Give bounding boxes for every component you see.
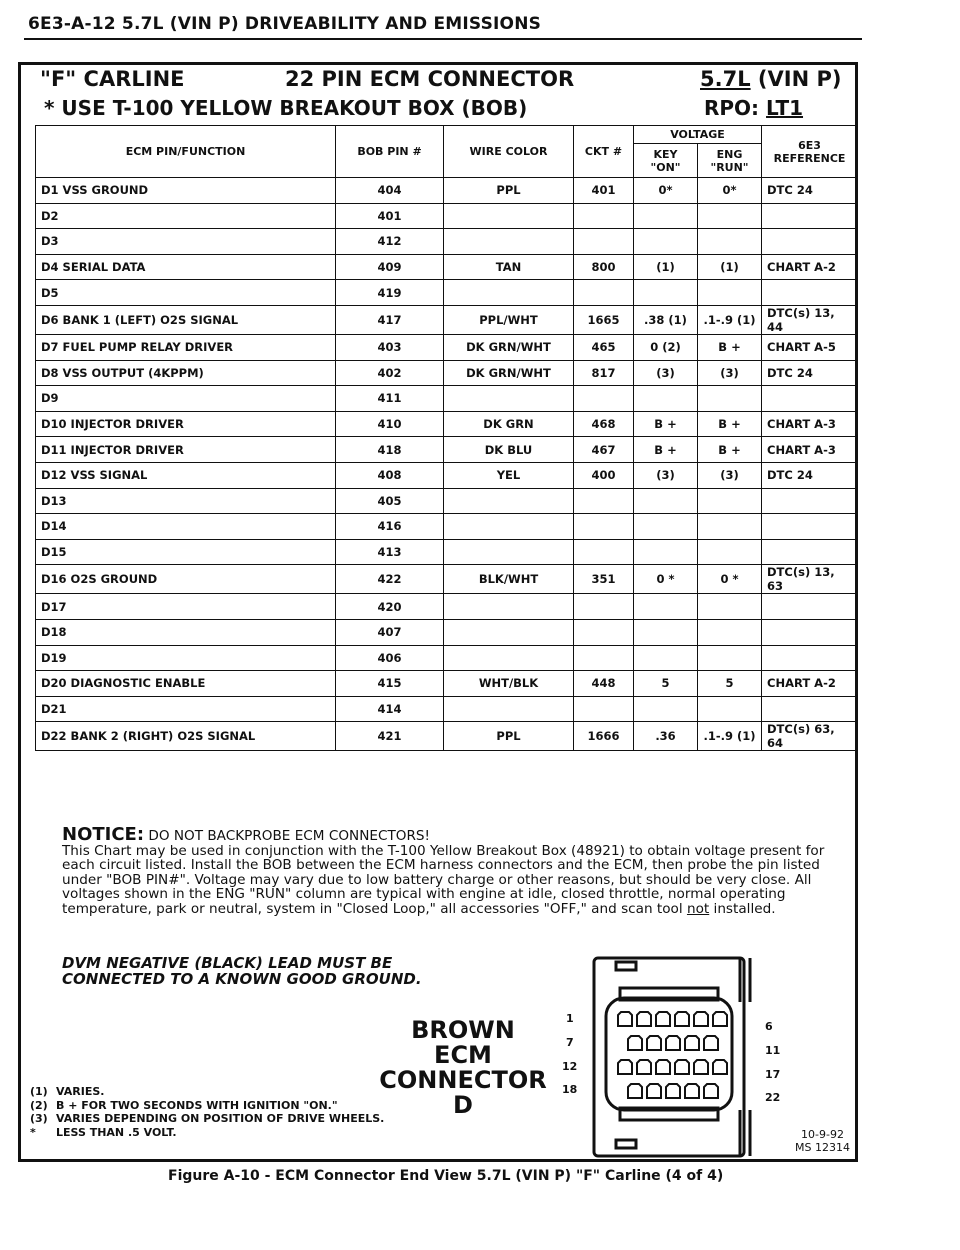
cell-ckt: 468 <box>574 411 634 437</box>
cell-run: (1) <box>698 254 762 280</box>
cell-ckt: 817 <box>574 360 634 386</box>
connector-pin-cavity <box>666 1036 680 1050</box>
cell-key: .36 <box>634 722 698 751</box>
revision-stamp <box>795 1128 850 1154</box>
cell-ckt <box>574 645 634 671</box>
cell-bob: 402 <box>336 360 444 386</box>
table-row <box>36 565 858 594</box>
connector-pin-cavity <box>713 1060 727 1074</box>
cell-key: B + <box>634 437 698 463</box>
connector-pin-cavity <box>637 1060 651 1074</box>
cell-run: B + <box>698 437 762 463</box>
table-row <box>36 360 858 386</box>
cell-run <box>698 594 762 620</box>
table-row <box>36 671 858 697</box>
connector-pin-cavity <box>656 1060 670 1074</box>
connector-pin-cavity <box>656 1012 670 1026</box>
cell-ref: CHART A-3 <box>762 437 858 463</box>
connector-label <box>370 1018 556 1118</box>
cell-bob: 404 <box>336 178 444 204</box>
cell-pin: D17 <box>36 594 336 620</box>
cell-key <box>634 229 698 255</box>
col-bob: BOB PIN # <box>336 126 444 178</box>
cell-ckt <box>574 594 634 620</box>
table-row <box>36 411 858 437</box>
page-header: 6E3-A-12 5.7L (VIN P) DRIVEABILITY AND EMISSIONS <box>28 14 542 34</box>
cell-ref: DTC 24 <box>762 360 858 386</box>
table-row <box>36 334 858 360</box>
cell-pin: D5 <box>36 280 336 306</box>
footnote-3: (3) VARIES DEPENDING ON POSITION OF DRIVE WHEELS. <box>30 1112 385 1125</box>
cell-pin: D18 <box>36 619 336 645</box>
cell-pin: D7 FUEL PUMP RELAY DRIVER <box>36 334 336 360</box>
cell-ref: DTC 24 <box>762 462 858 488</box>
footnote-2: (2) B + FOR TWO SECONDS WITH IGNITION "ON." <box>30 1098 338 1112</box>
cell-key <box>634 514 698 540</box>
cell-pin: D15 <box>36 539 336 565</box>
cell-wire: YEL <box>444 462 574 488</box>
notice-not: not <box>686 900 710 917</box>
col-ckt: CKT # <box>574 126 634 178</box>
rpo-label: RPO: <box>704 96 767 120</box>
cell-ckt <box>574 488 634 514</box>
cell-bob: 408 <box>336 462 444 488</box>
cell-ckt: 465 <box>574 334 634 360</box>
notice-label: NOTICE: <box>62 824 145 845</box>
cell-key: 0* <box>634 178 698 204</box>
engine-size: 5.7L <box>700 67 751 91</box>
notice-body-1: This Chart may be used in conjunction with the T-100 Yellow Breakout Box (48921) to obtain voltage present for each circuit listed. Install the BOB between the ECM harness connectors and the ECM, then probe the pin listed under "BOB PIN#". Voltage may vary due to low battery charge or other reasons, but should be very close. All voltages shown in the ENG "RUN" column are typical with engine at idle, closed throttle, normal operating temperature, park or neutral, system in "Closed Loop," all accessories "OFF," and scan tool <box>62 842 825 917</box>
cell-bob: 419 <box>336 280 444 306</box>
cell-key <box>634 203 698 229</box>
cell-pin: D10 INJECTOR DRIVER <box>36 411 336 437</box>
cell-ref <box>762 203 858 229</box>
connector-pin-cavity <box>618 1060 632 1074</box>
cell-run: .1-.9 (1) <box>698 305 762 334</box>
cell-bob: 414 <box>336 696 444 722</box>
connector-pin-cavity <box>694 1012 708 1026</box>
cell-bob: 416 <box>336 514 444 540</box>
dvm-warning <box>62 955 422 987</box>
cell-ref <box>762 514 858 540</box>
cell-ckt <box>574 514 634 540</box>
cell-ref <box>762 539 858 565</box>
cell-wire <box>444 645 574 671</box>
table-row <box>36 462 858 488</box>
cell-bob: 420 <box>336 594 444 620</box>
cell-bob: 422 <box>336 565 444 594</box>
revision-ms: MS 12314 <box>795 1141 850 1154</box>
cell-ckt <box>574 280 634 306</box>
cell-wire <box>444 203 574 229</box>
cell-ref <box>762 619 858 645</box>
cell-run: 0 * <box>698 565 762 594</box>
cell-key: 0 (2) <box>634 334 698 360</box>
cell-ckt <box>574 229 634 255</box>
table-row <box>36 280 858 306</box>
connector-pin-cavity <box>713 1012 727 1026</box>
cell-pin: D2 <box>36 203 336 229</box>
connector-pin-number-right: 17 <box>765 1068 781 1081</box>
connector-pin-cells <box>618 1012 727 1098</box>
cell-run: B + <box>698 411 762 437</box>
engine-title <box>700 67 841 91</box>
cell-key <box>634 539 698 565</box>
cell-bob: 411 <box>336 386 444 412</box>
cell-pin: D19 <box>36 645 336 671</box>
connector-pin-cavity <box>704 1084 718 1098</box>
cell-wire: BLK/WHT <box>444 565 574 594</box>
cell-pin: D8 VSS OUTPUT (4KPPM) <box>36 360 336 386</box>
cell-ref <box>762 645 858 671</box>
cell-wire <box>444 280 574 306</box>
cell-ref: CHART A-2 <box>762 671 858 697</box>
cell-run <box>698 619 762 645</box>
cell-key: 5 <box>634 671 698 697</box>
connector-pin-number-right: 6 <box>765 1020 773 1033</box>
cell-bob: 418 <box>336 437 444 463</box>
cell-ckt: 401 <box>574 178 634 204</box>
col-voltage: VOLTAGE <box>634 126 762 144</box>
cell-bob: 421 <box>336 722 444 751</box>
cell-ref <box>762 386 858 412</box>
cell-pin: D21 <box>36 696 336 722</box>
connector-key-top <box>616 962 636 970</box>
connector-pin-cavity <box>628 1036 642 1050</box>
connector-pin-cavity <box>694 1060 708 1074</box>
connector-pin-cavity <box>666 1084 680 1098</box>
rpo <box>704 96 803 120</box>
connector-pin-number-left: 12 <box>562 1060 578 1073</box>
engine-vin: (VIN P) <box>750 67 842 91</box>
connector-pin-cavity <box>618 1012 632 1026</box>
cell-key <box>634 280 698 306</box>
cell-ckt: 467 <box>574 437 634 463</box>
notice-body-2: installed. <box>709 900 776 917</box>
cell-key: 0 * <box>634 565 698 594</box>
cell-wire: PPL <box>444 722 574 751</box>
cell-pin: D14 <box>36 514 336 540</box>
cell-wire <box>444 386 574 412</box>
cell-run <box>698 280 762 306</box>
cell-wire: DK GRN <box>444 411 574 437</box>
cell-pin: D22 BANK 2 (RIGHT) O2S SIGNAL <box>36 722 336 751</box>
cell-run <box>698 229 762 255</box>
table-row <box>36 696 858 722</box>
connector-pin-cavity <box>704 1036 718 1050</box>
pin-table-body <box>36 178 858 751</box>
cell-run: (3) <box>698 360 762 386</box>
cell-bob: 410 <box>336 411 444 437</box>
cell-run: 5 <box>698 671 762 697</box>
table-row <box>36 619 858 645</box>
cell-ckt <box>574 619 634 645</box>
cell-ckt: 1665 <box>574 305 634 334</box>
cell-bob: 407 <box>336 619 444 645</box>
cell-run <box>698 696 762 722</box>
connector-label-3: CONNECTOR D <box>379 1066 547 1119</box>
cell-wire <box>444 229 574 255</box>
cell-wire <box>444 488 574 514</box>
connector-pin-cavity <box>647 1036 661 1050</box>
cell-key <box>634 386 698 412</box>
table-row <box>36 254 858 280</box>
rpo-value: LT1 <box>766 96 804 120</box>
cell-ckt: 448 <box>574 671 634 697</box>
dvm-line-2: CONNECTED TO A KNOWN GOOD GROUND. <box>62 970 422 988</box>
cell-ref: DTC(s) 63, 64 <box>762 722 858 751</box>
cell-ckt <box>574 386 634 412</box>
cell-run <box>698 386 762 412</box>
cell-key <box>634 619 698 645</box>
connector-pin-number-right: 11 <box>765 1044 781 1057</box>
table-row <box>36 488 858 514</box>
cell-key <box>634 645 698 671</box>
cell-ref: DTC(s) 13, 63 <box>762 565 858 594</box>
cell-ref: CHART A-3 <box>762 411 858 437</box>
connector-label-2: ECM <box>434 1041 492 1069</box>
cell-pin: D20 DIAGNOSTIC ENABLE <box>36 671 336 697</box>
cell-run: 0* <box>698 178 762 204</box>
cell-ref <box>762 229 858 255</box>
table-row <box>36 386 858 412</box>
cell-wire: DK GRN/WHT <box>444 360 574 386</box>
connector-label-1: BROWN <box>411 1016 515 1044</box>
cell-pin: D13 <box>36 488 336 514</box>
footnote-4: * LESS THAN .5 VOLT. <box>30 1125 177 1139</box>
cell-ckt <box>574 696 634 722</box>
cell-wire: WHT/BLK <box>444 671 574 697</box>
table-row <box>36 594 858 620</box>
cell-key: (3) <box>634 360 698 386</box>
revision-date: 10-9-92 <box>801 1128 844 1141</box>
cell-bob: 415 <box>336 671 444 697</box>
cell-key <box>634 488 698 514</box>
cell-ckt: 400 <box>574 462 634 488</box>
footnotes <box>30 1085 384 1139</box>
cell-wire: PPL/WHT <box>444 305 574 334</box>
cell-pin: D16 O2S GROUND <box>36 565 336 594</box>
col-wire: WIRE COLOR <box>444 126 574 178</box>
cell-ref <box>762 280 858 306</box>
connector-pin-cavity <box>637 1012 651 1026</box>
carline-title: "F" CARLINE <box>40 67 185 91</box>
connector-pin-cavity <box>685 1036 699 1050</box>
connector-pin-cavity <box>675 1012 689 1026</box>
cell-bob: 412 <box>336 229 444 255</box>
cell-run <box>698 645 762 671</box>
connector-pin-cavity <box>628 1084 642 1098</box>
footnote-1: (1) VARIES. <box>30 1085 105 1098</box>
cell-wire: DK BLU <box>444 437 574 463</box>
cell-key: (1) <box>634 254 698 280</box>
cell-ref <box>762 488 858 514</box>
table-row <box>36 203 858 229</box>
cell-wire: PPL <box>444 178 574 204</box>
dvm-line-1: DVM NEGATIVE (BLACK) LEAD MUST BE <box>62 954 393 972</box>
cell-wire: TAN <box>444 254 574 280</box>
table-row <box>36 539 858 565</box>
cell-run: B + <box>698 334 762 360</box>
cell-pin: D9 <box>36 386 336 412</box>
cell-bob: 409 <box>336 254 444 280</box>
connector-title: 22 PIN ECM CONNECTOR <box>285 67 575 91</box>
connector-pin-cavity <box>675 1060 689 1074</box>
cell-ckt <box>574 539 634 565</box>
cell-ckt: 800 <box>574 254 634 280</box>
table-row <box>36 645 858 671</box>
cell-wire: DK GRN/WHT <box>444 334 574 360</box>
cell-pin: D11 INJECTOR DRIVER <box>36 437 336 463</box>
cell-pin: D1 VSS GROUND <box>36 178 336 204</box>
connector-key-bottom <box>616 1140 636 1148</box>
cell-bob: 403 <box>336 334 444 360</box>
cell-pin: D12 VSS SIGNAL <box>36 462 336 488</box>
figure-caption: Figure A-10 - ECM Connector End View 5.7L (VIN P) "F" Carline (4 of 4) <box>168 1168 724 1184</box>
table-row <box>36 178 858 204</box>
col-eng-run: ENG "RUN" <box>698 144 762 178</box>
cell-ref <box>762 696 858 722</box>
col-ref: 6E3 REFERENCE <box>762 126 858 178</box>
cell-run: .1-.9 (1) <box>698 722 762 751</box>
table-row <box>36 514 858 540</box>
cell-bob: 417 <box>336 305 444 334</box>
cell-key: (3) <box>634 462 698 488</box>
bob-note: * USE T-100 YELLOW BREAKOUT BOX (BOB) <box>44 96 528 120</box>
cell-key <box>634 594 698 620</box>
cell-bob: 413 <box>336 539 444 565</box>
col-key-on: KEY "ON" <box>634 144 698 178</box>
notice-text <box>62 824 852 917</box>
cell-key: .38 (1) <box>634 305 698 334</box>
cell-ckt <box>574 203 634 229</box>
connector-pin-number-left: 1 <box>566 1012 574 1025</box>
cell-wire <box>444 594 574 620</box>
cell-wire <box>444 696 574 722</box>
cell-bob: 405 <box>336 488 444 514</box>
connector-end-view <box>560 952 780 1162</box>
notice-lead: DO NOT BACKPROBE ECM CONNECTORS! <box>144 828 430 844</box>
cell-bob: 406 <box>336 645 444 671</box>
cell-run: (3) <box>698 462 762 488</box>
cell-run <box>698 514 762 540</box>
table-row <box>36 722 858 751</box>
table-row <box>36 305 858 334</box>
cell-wire <box>444 619 574 645</box>
cell-run <box>698 203 762 229</box>
cell-run <box>698 539 762 565</box>
cell-bob: 401 <box>336 203 444 229</box>
connector-pin-cavity <box>685 1084 699 1098</box>
cell-ref <box>762 594 858 620</box>
header-rule <box>24 38 862 40</box>
cell-ckt: 351 <box>574 565 634 594</box>
connector-pin-number-left: 18 <box>562 1083 578 1096</box>
connector-pin-number-right: 22 <box>765 1091 781 1104</box>
cell-key <box>634 696 698 722</box>
cell-pin: D6 BANK 1 (LEFT) O2S SIGNAL <box>36 305 336 334</box>
cell-wire <box>444 514 574 540</box>
cell-ckt: 1666 <box>574 722 634 751</box>
cell-ref: DTC 24 <box>762 178 858 204</box>
table-row <box>36 229 858 255</box>
connector-pin-number-left: 7 <box>566 1036 574 1049</box>
cell-wire <box>444 539 574 565</box>
cell-key: B + <box>634 411 698 437</box>
cell-pin: D3 <box>36 229 336 255</box>
col-func: ECM PIN/FUNCTION <box>36 126 336 178</box>
connector-pin-cavity <box>647 1084 661 1098</box>
cell-pin: D4 SERIAL DATA <box>36 254 336 280</box>
pin-table <box>35 125 858 751</box>
cell-ref: CHART A-5 <box>762 334 858 360</box>
cell-ref: DTC(s) 13, 44 <box>762 305 858 334</box>
cell-ref: CHART A-2 <box>762 254 858 280</box>
table-row <box>36 437 858 463</box>
cell-run <box>698 488 762 514</box>
